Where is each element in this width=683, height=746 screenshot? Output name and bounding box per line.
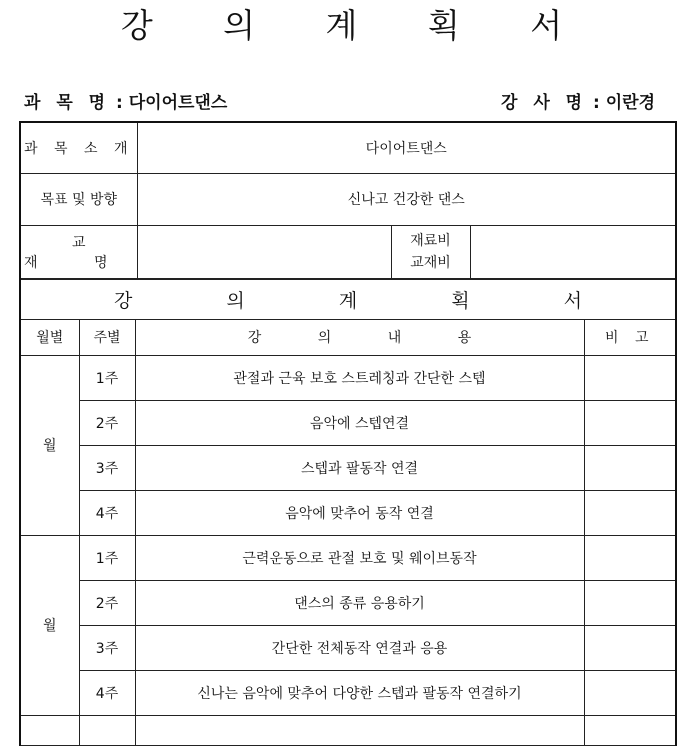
table-row [21, 625, 675, 670]
note-cell [584, 535, 675, 580]
weekly-plan-table [21, 279, 675, 746]
content-cell: 스텝과 팔동작 연결 [135, 445, 584, 490]
intro-label: 과 목 소 개 [21, 123, 137, 173]
note-cell [584, 580, 675, 625]
table-row [21, 670, 675, 715]
week-cell: 1주 [79, 355, 135, 400]
textbook-row [21, 225, 675, 278]
week-cell [79, 715, 135, 745]
week-cell: 4주 [79, 670, 135, 715]
instructor-value: : 이란경 [593, 93, 655, 113]
content-cell: 관절과 근육 보호 스트레칭과 간단한 스텝 [135, 355, 584, 400]
col-week-header: 주별 [79, 319, 135, 355]
week-cell: 2주 [79, 580, 135, 625]
content-cell: 댄스의 종류 응용하기 [135, 580, 584, 625]
intro-row [21, 123, 675, 173]
week-cell: 3주 [79, 445, 135, 490]
plan-section-title-row [21, 279, 675, 319]
page-title: 강 의 계 획 서 [120, 6, 593, 45]
note-cell [584, 490, 675, 535]
textbook-value [137, 225, 391, 278]
table-row [21, 715, 675, 745]
col-content-header: 강 의 내 용 [135, 319, 584, 355]
note-cell [584, 625, 675, 670]
plan-header-row [21, 319, 675, 355]
content-cell: 음악에 맞추어 동작 연결 [135, 490, 584, 535]
table-row [21, 490, 675, 535]
month-cell: 월 [21, 535, 79, 715]
week-cell: 2주 [79, 400, 135, 445]
plan-section-title: 강 의 계 획 서 [21, 279, 675, 319]
textbook-fee-label: 교재비 [410, 254, 451, 271]
intro-value: 다이어트댄스 [137, 123, 675, 173]
course-name-header [24, 88, 227, 113]
table-row [21, 535, 675, 580]
course-name-label: 과 목 명 [24, 93, 111, 113]
fee-label [391, 225, 470, 278]
content-cell: 간단한 전체동작 연결과 응용 [135, 625, 584, 670]
table-row [21, 400, 675, 445]
table-row [21, 445, 675, 490]
material-fee-label: 재료비 [410, 232, 451, 249]
lecture-plan-sheet [19, 121, 677, 746]
course-info-table [21, 123, 675, 279]
content-cell: 음악에 스텝연결 [135, 400, 584, 445]
week-cell: 1주 [79, 535, 135, 580]
note-cell [584, 355, 675, 400]
table-row [21, 355, 675, 400]
col-note-header: 비 고 [584, 319, 675, 355]
week-cell: 3주 [79, 625, 135, 670]
week-cell: 4주 [79, 490, 135, 535]
month-cell: 월 [21, 355, 79, 535]
content-cell [135, 715, 584, 745]
col-month-header: 월별 [21, 319, 79, 355]
instructor-header [501, 88, 655, 113]
goal-label: 목표 및 방향 [21, 173, 137, 225]
month-cell [21, 715, 79, 745]
table-row [21, 580, 675, 625]
note-cell [584, 400, 675, 445]
instructor-label: 강 사 명 [500, 93, 588, 113]
content-cell: 근력운동으로 관절 보호 및 웨이브동작 [135, 535, 584, 580]
textbook-label: 교 재 명 [21, 225, 137, 278]
content-cell: 신나는 음악에 맞추어 다양한 스텝과 팔동작 연결하기 [135, 670, 584, 715]
note-cell [584, 670, 675, 715]
goal-value: 신나고 건강한 댄스 [137, 173, 675, 225]
note-cell [584, 445, 675, 490]
fee-value [470, 225, 675, 278]
course-name-value: : 다이어트댄스 [116, 93, 228, 113]
goal-row [21, 173, 675, 225]
note-cell [584, 715, 675, 745]
